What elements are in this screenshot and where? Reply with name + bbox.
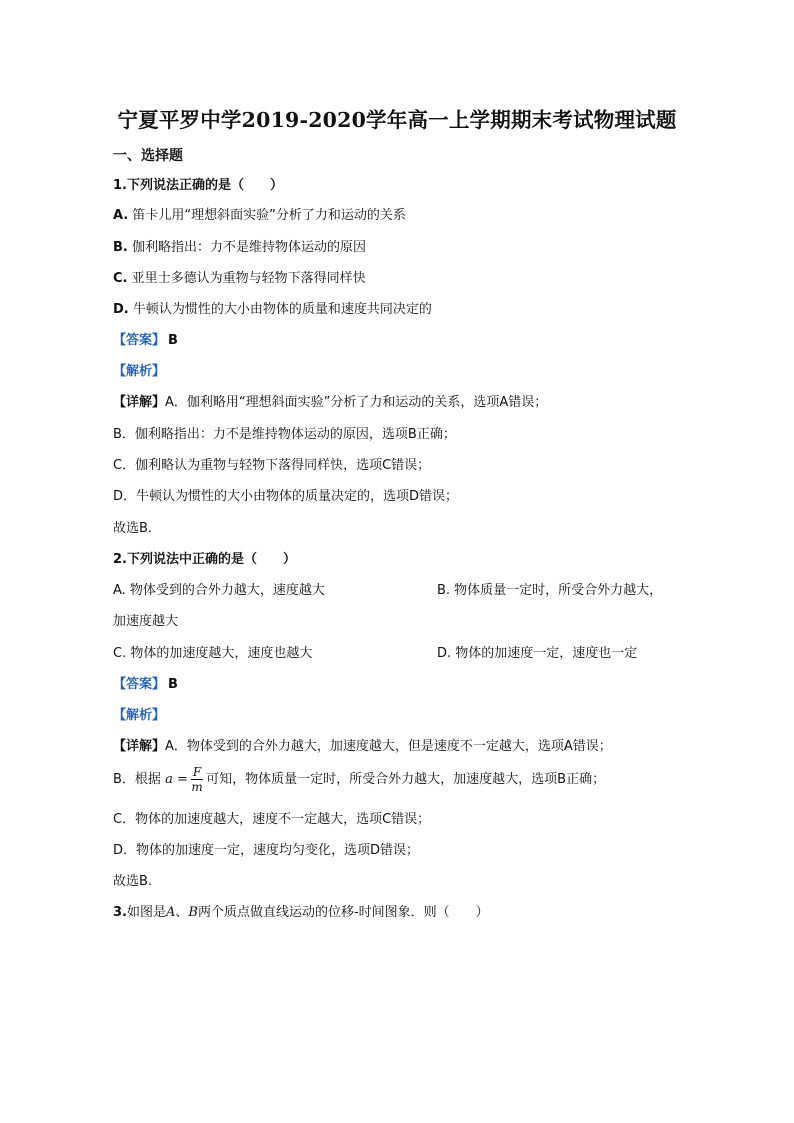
q2-analysis-tag [113,708,165,724]
question-number: 3. [113,905,127,920]
q1-answer [113,333,178,349]
q1-option-a [113,208,406,224]
q1-detail-a [113,395,547,411]
q2-option-d: D. 物体的加速度一定，速度也一定 [437,646,638,661]
q2-stem: 2.下列说法中正确的是（ ） [113,552,296,567]
option-label: D. [113,302,129,317]
point-b-label: B [188,905,198,920]
answer-value: B [168,677,178,692]
q1-detail-b: B．伽利略指出：力不是维持物体运动的原因，选项B正确； [113,427,456,442]
q2-detail-b [113,764,605,796]
q2-detail-d: D．物体的加速度一定，速度均匀变化，选项D错误； [113,843,420,858]
q2-option-b: B. 物体质量一定时，所受合外力越大， [437,583,663,598]
q1-detail-d: D．牛顿认为惯性的大小由物体的质量决定的，选项D错误； [113,489,459,504]
option-label: C. [113,271,128,286]
q1-option-d [113,302,432,318]
detail-text: A．伽利略用“理想斜面实验”分析了力和运动的关系，选项A错误； [165,395,548,410]
q1-analysis-tag [113,364,165,380]
analysis-tag: 【解析】 [113,708,166,723]
q1-option-b [113,240,366,256]
section-heading: 一、选择题 [113,148,183,164]
answer-value: B [168,333,178,348]
q1-detail-c: C．伽利略认为重物与轻物下落得同样快，选项C错误； [113,458,431,473]
option-label: A. [113,208,129,223]
formula-denominator: m [191,780,203,794]
stem-separator: 、 [175,905,189,920]
q2-detail-c: C．物体的加速度越大，速度不一定越大，选项C错误； [113,812,431,827]
q1-conclusion: 故选B. [113,521,153,536]
q2-option-c: C. 物体的加速度越大，速度也越大 [113,646,313,661]
formula-lhs: a = [165,772,188,787]
q3-stem [113,905,489,921]
detail-tag: 【详解】 [113,395,166,410]
q1-option-c [113,271,366,287]
page-title: 宁夏平罗中学2019-2020学年高一上学期期末考试物理试题 [117,108,677,132]
stem-text: 两个质点做直线运动的位移-时间图象．则（ ） [197,905,489,920]
option-text: 伽利略指出：力不是维持物体运动的原因 [132,240,367,255]
formula-numerator: F [192,765,202,779]
formula-fraction [191,765,203,794]
analysis-tag: 【解析】 [113,364,166,379]
detail-text: 可知，物体质量一定时，所受合外力越大，加速度越大，选项B正确； [206,772,606,787]
option-text: 笛卡儿用“理想斜面实验”分析了力和运动的关系 [132,208,406,223]
stem-text: 如图是 [126,905,166,920]
q2-answer [113,677,178,693]
answer-tag: 【答案】 [113,333,166,348]
detail-text: B．根据 [113,772,161,787]
q1-stem: 1.下列说法正确的是（ ） [113,178,283,193]
detail-tag: 【详解】 [113,739,166,754]
q2-detail-a [113,739,612,755]
detail-text: A．物体受到的合外力越大，加速度越大，但是速度不一定越大，选项A错误； [165,739,612,754]
option-label: B. [113,240,128,255]
q2-conclusion: 故选B. [113,874,153,889]
option-text: 亚里士多德认为重物与轻物下落得同样快 [131,271,366,286]
answer-tag: 【答案】 [113,677,166,692]
q2-option-b-continued: 加速度越大 [113,614,179,629]
option-text: 牛顿认为惯性的大小由物体的质量和速度共同决定的 [132,302,432,317]
q2-option-a: A. 物体受到的合外力越大，速度越大 [113,583,325,598]
point-a-label: A [166,905,176,920]
